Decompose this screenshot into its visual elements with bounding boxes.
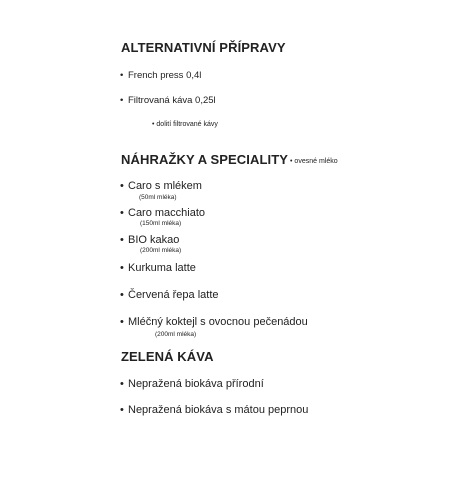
menu-item-label: Nepražená biokáva s mátou peprnou xyxy=(128,404,309,416)
menu-item-caro-s-mlekem xyxy=(120,180,202,192)
menu-item-french-press xyxy=(120,70,201,81)
menu-item-kurkuma-latte xyxy=(120,262,196,274)
bullet-icon: • xyxy=(120,95,124,106)
bullet-icon: • xyxy=(152,121,155,128)
menu-item-bio-kakao xyxy=(120,234,179,246)
bullet-icon: • xyxy=(120,234,124,246)
menu-subitem-doliti xyxy=(152,121,218,128)
menu-item-label: BIO kakao xyxy=(128,234,180,246)
menu-item-mlecny-koktejl xyxy=(120,316,308,328)
bullet-icon: • xyxy=(120,316,124,328)
menu-item-label: French press 0,4l xyxy=(128,70,202,81)
menu-item-label: Nepražená biokáva přírodní xyxy=(128,378,264,390)
section-title-zelena-kava: ZELENÁ KÁVA xyxy=(121,349,214,364)
menu-item-detail: (150ml mléka) xyxy=(140,220,182,227)
menu-item-label: Kurkuma latte xyxy=(128,262,196,274)
menu-item-detail: (50ml mléka) xyxy=(139,194,177,201)
bullet-icon: • xyxy=(120,289,124,301)
bullet-icon: • xyxy=(120,404,124,416)
bullet-icon: • xyxy=(120,70,124,81)
section-title-nahrazky xyxy=(121,152,338,167)
bullet-icon: • xyxy=(120,262,124,274)
section-title-alternativni-pripravy: ALTERNATIVNÍ PŘÍPRAVY xyxy=(121,40,286,55)
menu-item-label: Mléčný koktejl s ovocnou pečenádou xyxy=(128,316,308,328)
menu-subitem-label: dolití filtrované kávy xyxy=(156,121,218,128)
bullet-icon: • xyxy=(120,207,124,219)
menu-item-detail: (200ml mléka) xyxy=(140,247,182,254)
menu-item-label: Filtrovaná káva 0,25l xyxy=(128,95,216,106)
menu-item-cervena-repa-latte xyxy=(120,289,219,301)
menu-item-label: Červená řepa latte xyxy=(128,289,219,301)
menu-item-neprazena-prirodni xyxy=(120,378,264,390)
menu-item-filtrovana-kava xyxy=(120,95,216,106)
bullet-icon: • xyxy=(120,378,124,390)
menu-item-caro-macchiato xyxy=(120,207,205,219)
section-title-text: NÁHRAŽKY A SPECIALITY xyxy=(121,152,289,167)
menu-item-label: Caro s mlékem xyxy=(128,180,202,192)
menu-item-neprazena-matou xyxy=(120,404,308,416)
bullet-icon: • xyxy=(120,180,124,192)
section-note: • ovesné mléko xyxy=(290,158,338,165)
menu-item-label: Caro macchiato xyxy=(128,207,206,219)
menu-item-detail: (200ml mléka) xyxy=(155,331,197,338)
